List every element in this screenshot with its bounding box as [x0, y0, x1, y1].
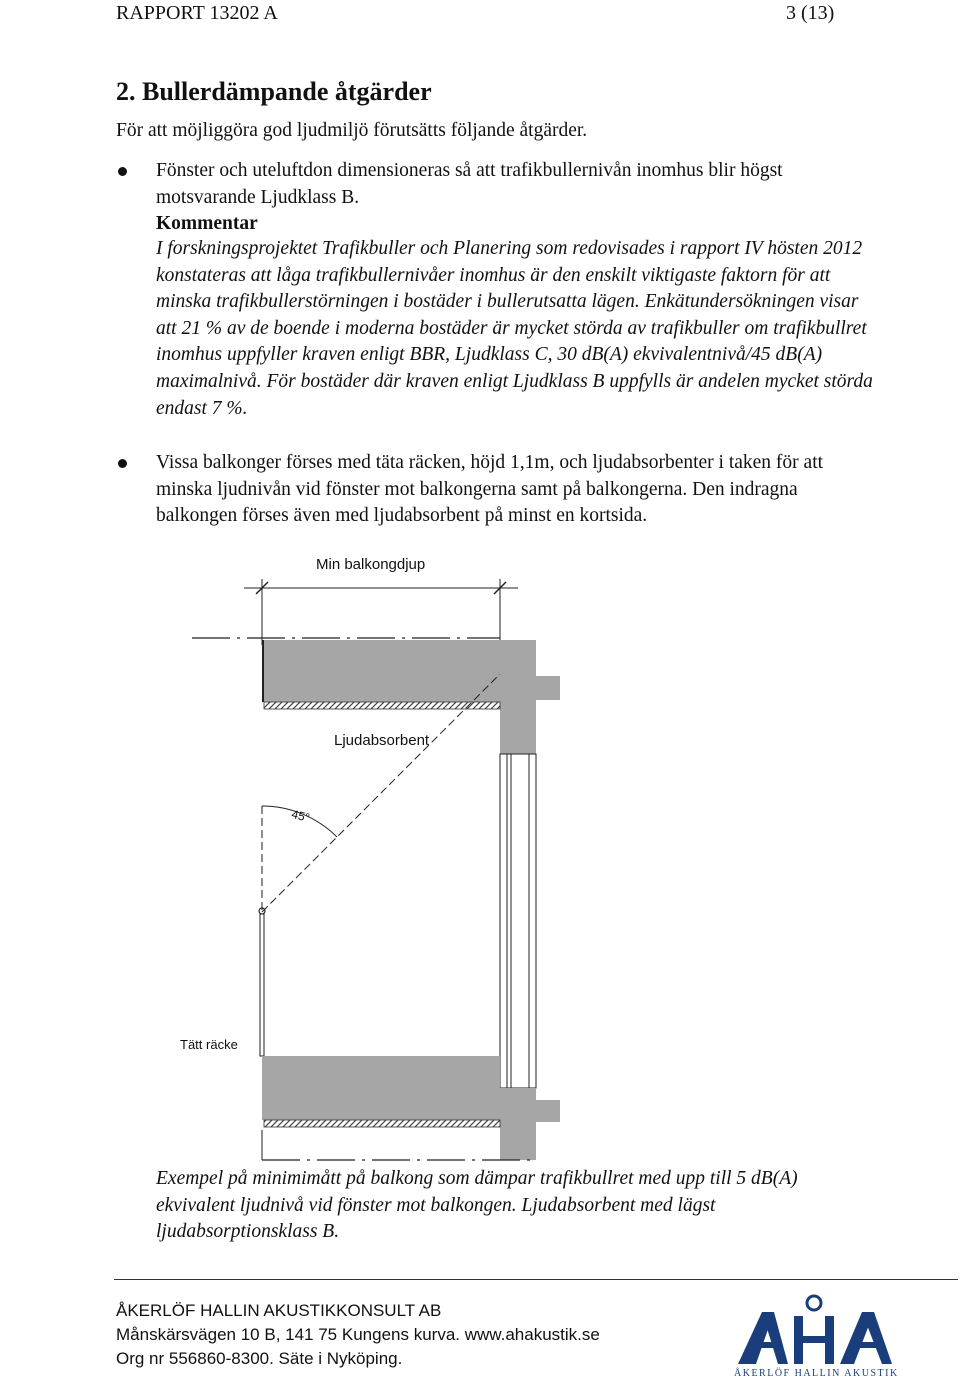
footer-company: ÅKERLÖF HALLIN AKUSTIKKONSULT AB [116, 1301, 442, 1320]
facade-wall-upper [500, 640, 560, 754]
report-number: RAPPORT 13202 A [116, 2, 278, 24]
footer-address: Månskärsvägen 10 B, 141 75 Kungens kurva. www.ahakustik.se [116, 1325, 600, 1344]
sightline-45 [262, 674, 500, 912]
page-number: 3 (13) [786, 2, 835, 24]
footer-divider [114, 1279, 958, 1280]
intro-paragraph: För att möjliggöra god ljudmiljö förutsätts följande åtgärder. [116, 120, 588, 141]
window [500, 754, 536, 1088]
section-heading: 2. Bullerdämpande åtgärder [116, 77, 432, 106]
facade-wall-lower [500, 1088, 560, 1160]
bullet-item: Vissa balkonger förses med täta räcken, höjd 1,1m, och ljudabsorbenter i taken för att minska ljudnivån vid fönster mot balkongerna samt på balkongerna. Den indragna balkongen förses även med ljudabsorbent på minst en kortsida. [156, 452, 824, 527]
ceiling-absorbent-lower [264, 1120, 500, 1127]
footer-org: Org nr 556860-8300. Säte i Nyköping. [116, 1349, 403, 1368]
figure-caption: Exempel på minimimått på balkong som dämpar trafikbullret med upp till 5 dB(A) ekvivalent ljudnivå vid fönster mot balkongen. Ljudabsorbent med lägst ljudabsorptionsklass B. [156, 1168, 798, 1243]
label-balcony-depth: Min balkongdjup [316, 556, 426, 573]
label-angle: 45° [290, 806, 312, 825]
ceiling-absorbent [264, 702, 500, 709]
company-logo-icon [736, 1292, 896, 1368]
label-absorbent: Ljudabsorbent [334, 732, 430, 749]
comment-text: I forskningsprojektet Trafikbuller och Planering som redovisades i rapport IV hösten 2012 konstateras att låga trafikbullernivåer inomhus är den enskilt viktigaste faktorn för att minska trafikbullerstörningen i bostäder i bullerutsatta lägen. Enkätundersökningen visar att 21 % av de boende i moderna bostäder är mycket störda av trafikbuller om trafikbullret inomhus uppfyller kraven enligt BBR, Ljudklass C, 30 dB(A) ekvivalentnivå/45 dB(A) maximalnivå. För bostäder där kraven enligt Ljudklass B uppfylls är andelen mycket störda endast 7 %. [156, 238, 873, 419]
comment-heading: Kommentar [156, 213, 258, 234]
tight-railing [260, 914, 264, 1056]
lower-slab [262, 1056, 500, 1120]
label-railing: Tätt räcke [180, 1037, 238, 1052]
logo-tagline: ÅKERLÖF HALLIN AKUSTIK [734, 1368, 899, 1379]
bullet-item: Fönster och uteluftdon dimensioneras så att trafikbullernivån inomhus blir högst motsvarande Ljudklass B. [156, 160, 783, 208]
upper-slab [262, 640, 500, 702]
